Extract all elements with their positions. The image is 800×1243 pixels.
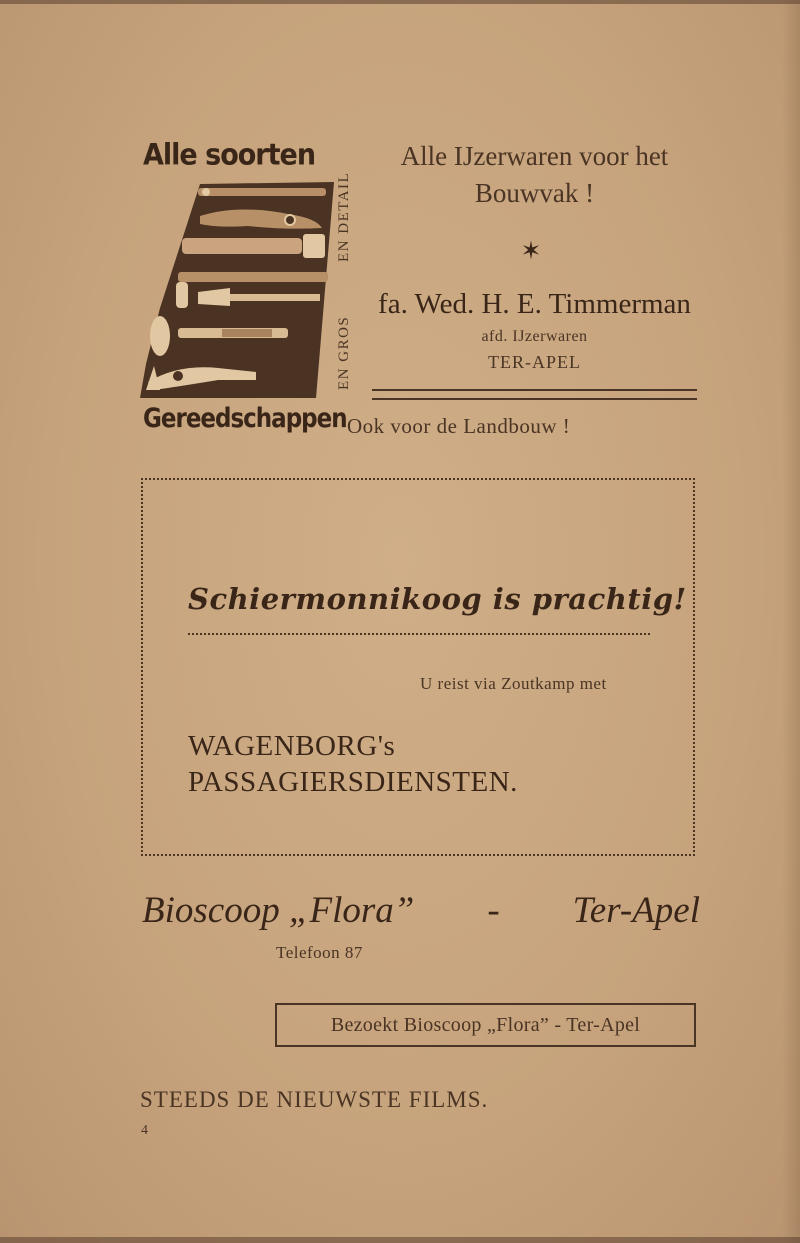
cinema-boxed-text: Bezoekt Bioscoop „Flora” - Ter-Apel bbox=[275, 1003, 696, 1047]
star-icon: ✶ bbox=[520, 238, 542, 265]
ferry-company-line2: PASSAGIERSDIENSTEN. bbox=[188, 766, 518, 798]
ad1-headline-line2: Bouwvak ! bbox=[474, 178, 595, 208]
en-gros-label: EN GROS bbox=[336, 315, 352, 390]
tools-footer: Gereedschappen bbox=[143, 404, 347, 434]
company-name: fa. Wed. H. E. Timmerman bbox=[378, 288, 691, 320]
divider-rule bbox=[372, 389, 697, 391]
page-edge-bottom bbox=[0, 1237, 800, 1243]
ferry-ad-title: Schiermonnikoog is prachtig! bbox=[188, 582, 687, 616]
company-place: TER-APEL bbox=[488, 352, 581, 372]
ad1-headline bbox=[362, 138, 707, 212]
ferry-company bbox=[188, 728, 518, 800]
page-edge-top bbox=[0, 0, 800, 4]
tools-heading: Alle soorten bbox=[143, 138, 316, 173]
cinema-slogan: STEEDS DE NIEUWSTE FILMS. bbox=[140, 1087, 489, 1112]
cinema-town: Ter-Apel bbox=[572, 890, 700, 931]
cinema-name: Bioscoop „Flora” bbox=[142, 890, 415, 931]
ferry-ad-subtitle: U reist via Zoutkamp met bbox=[420, 674, 607, 693]
ferry-company-line1: WAGENBORG's bbox=[188, 730, 396, 762]
cinema-phone: Telefoon 87 bbox=[276, 943, 363, 962]
ad1-tagline: Ook voor de Landbouw ! bbox=[347, 414, 571, 438]
page-number: 4 bbox=[141, 1123, 148, 1138]
ad1-headline-line1: Alle IJzerwaren voor het bbox=[400, 141, 669, 171]
cinema-title bbox=[142, 889, 700, 932]
cinema-dash: - bbox=[487, 890, 500, 931]
en-detail-label: EN DETAIL bbox=[336, 171, 352, 262]
divider-rule bbox=[372, 398, 697, 400]
dotted-divider bbox=[188, 633, 650, 635]
page-shadow-right bbox=[782, 0, 800, 1243]
tools-illustration bbox=[138, 176, 338, 406]
company-department: afd. IJzerwaren bbox=[481, 328, 588, 345]
